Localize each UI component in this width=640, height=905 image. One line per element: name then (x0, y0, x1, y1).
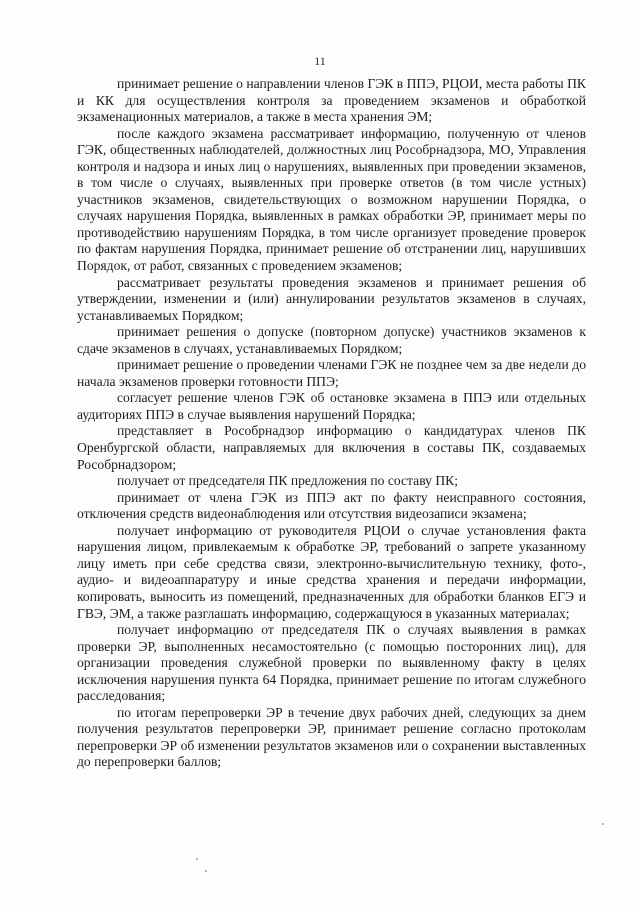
paragraph-6: согласует решение членов ГЭК об остановке экзамена в ППЭ или отдельных аудиториях ППЭ в случае выявления нарушений Порядка; (77, 390, 586, 422)
paragraph-1: принимает решение о направлении членов ГЭК в ППЭ, РЦОИ, места работы ПК и КК для осуществления контроля за проведением экзаменов и обработкой экзаменационных материалов, а также в места хранения ЭМ; (77, 76, 586, 125)
scan-speck (205, 870, 207, 872)
paragraph-10: получает информацию от руководителя РЦОИ о случае установления факта нарушения лицом, привлекаемым к обработке ЭР, требований о запрете указанному лицу иметь при себе средства связи, электронно-вычислительную технику, фото-, аудио- и видеоаппаратуру и иные средства хранения и передачи информации, копировать, выносить из помещений, предназначенных для обработки бланков ЕГЭ и ГВЭ, ЭМ, а также разглашать информацию, содержащуюся в указанных материалах; (77, 522, 586, 621)
paragraph-3: рассматривает результаты проведения экзаменов и принимает решения об утверждении, изменении и (или) аннулировании результатов экзаменов в случаях, устанавливаемых Порядком; (77, 274, 586, 323)
scan-speck (602, 823, 604, 825)
paragraph-7: представляет в Рособрнадзор информацию о кандидатурах членов ПК Оренбургской области, направляемых для включения в составы ПК, создаваемых Рособрнадзором; (77, 423, 586, 472)
paragraph-4: принимает решения о допуске (повторном допуске) участников экзаменов к сдаче экзаменов в случаях, устанавливаемых Порядком; (77, 324, 586, 356)
paragraph-5: принимает решение о проведении членами ГЭК не позднее чем за две недели до начала экзаменов проверки готовности ППЭ; (77, 357, 586, 389)
paragraph-9: принимает от члена ГЭК из ППЭ акт по факту неисправного состояния, отключения средств видеонаблюдения или отсутствия видеозаписи экзамена; (77, 489, 586, 522)
scan-speck (196, 858, 198, 860)
paragraph-11: получает информацию от председателя ПК о случаях выявления в рамках проверки ЭР, выполненных несамостоятельно (с помощью посторонних лиц), для организации проведения служебной проверки по выявленному факту в целях исключения нарушения пункта 64 Порядка, принимает решение по итогам служебного расследования; (77, 622, 586, 704)
paragraph-12: по итогам перепроверки ЭР в течение двух рабочих дней, следующих за днем получения результатов перепроверки ЭР, принимает решение согласно протоколам перепроверки ЭР об изменении результатов экзаменов или о сохранении выставленных до перепроверки баллов; (77, 704, 586, 770)
document-body (77, 76, 586, 771)
paragraph-8: получает от председателя ПК предложения по составу ПК; (117, 473, 459, 489)
paragraph-2: после каждого экзамена рассматривает информацию, полученную от членов ГЭК, общественных наблюдателей, должностных лиц Рособрнадзора, МО, Управления контроля и надзора и иных лиц о нарушениях, выявленных при проведении экзаменов, в том числе о случаях, выявленных при проверке ответов (в том числе устных) участников экзаменов, свидетельствующих о возможном нарушении Порядка, о случаях нарушения Порядка, выявленных в рамках обработки ЭР, принимает меры по противодействию нарушениям Порядка, в том числе организует проведение проверок по фактам нарушения Порядка, принимает решение об отстранении лиц, нарушивших Порядок, от работ, связанных с проведением экзаменов; (77, 125, 586, 274)
page-number: 11 (314, 54, 326, 68)
